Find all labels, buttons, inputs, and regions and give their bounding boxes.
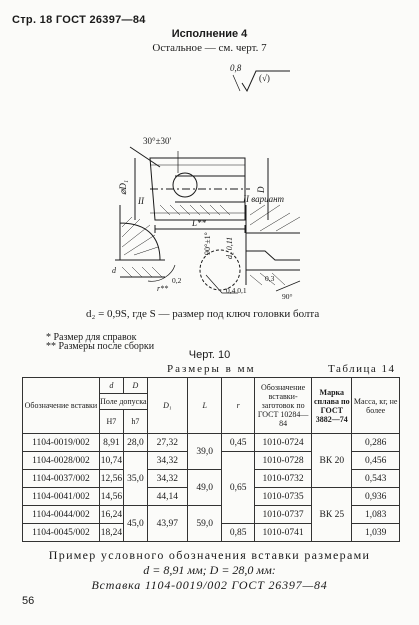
technical-drawing <box>0 55 419 305</box>
dim-D1-label: ⌀D₁ <box>118 179 128 195</box>
section-subtitle: Остальное — см. черт. 7 <box>152 42 267 54</box>
cell-blank: 1010-0724 <box>254 434 311 452</box>
dim-L-label: L** <box>192 218 207 228</box>
label-d2: d₂ 0,11 <box>225 236 234 259</box>
note-1: * Размер для справок <box>46 332 137 343</box>
col-tolerance-field: Поле допуска <box>99 394 147 410</box>
cell-alloy: ВК 25 <box>312 488 352 542</box>
cell-designation: 1104-0037/002 <box>23 470 100 488</box>
cell-D1: 43,97 <box>147 506 187 542</box>
example-dimensions: d = 8,91 мм; D = 28,0 мм: <box>143 563 276 577</box>
col-alloy: Марка сплава по ГОСТ 3882—74 <box>312 378 352 434</box>
cell-mass: 1,039 <box>352 524 400 542</box>
formula: d₂ = 0,9S, где S — размер под ключ головки болта <box>86 308 320 320</box>
col-D1: D₁ <box>147 378 187 434</box>
col-D: D <box>124 378 148 394</box>
cell-r: 0,85 <box>222 524 254 542</box>
label-d: d <box>112 266 116 275</box>
cell-L: 49,0 <box>187 470 222 506</box>
col-r: r <box>222 378 254 434</box>
example-title: Пример условного обозначения вставки размерами <box>48 548 371 562</box>
cell-d: 10,74 <box>99 452 123 470</box>
tol-04-label: 0,4 0,1 <box>226 286 247 295</box>
cell-D: 35,0 <box>124 452 148 506</box>
roughness-extra: (√) <box>259 73 270 83</box>
cell-designation: 1104-0044/002 <box>23 506 100 524</box>
cell-blank: 1010-0737 <box>254 506 311 524</box>
view2-variant-profile <box>246 205 300 285</box>
detail-circle <box>173 173 197 197</box>
example-designation: Вставка 1104-0019/002 ГОСТ 26397—84 <box>91 578 328 592</box>
cell-blank: 1010-0741 <box>254 524 311 542</box>
table-row <box>23 434 400 452</box>
page-header: Стр. 18 ГОСТ 26397—84 <box>12 14 146 26</box>
cell-r: 0,65 <box>222 452 254 524</box>
cell-blank: 1010-0735 <box>254 488 311 506</box>
view2-label: II <box>138 196 144 206</box>
cell-D: 45,0 <box>124 506 148 542</box>
cell-d: 14,56 <box>99 488 123 506</box>
cell-alloy: ВК 20 <box>312 434 352 488</box>
col-tol-d: H7 <box>99 410 123 434</box>
cell-D1: 27,32 <box>147 434 187 452</box>
note-2: ** Размеры после сборки <box>46 341 155 352</box>
cell-L: 59,0 <box>187 506 222 542</box>
section-title: Исполнение 4 <box>171 28 248 40</box>
page-number: 56 <box>22 595 35 607</box>
dim-D-label: D <box>256 186 266 193</box>
angle-label: 30°±30' <box>143 136 172 146</box>
figure-caption: Черт. 10 <box>188 349 231 361</box>
sizes-label: Размеры в мм <box>167 363 256 375</box>
cell-D1: 44,14 <box>147 488 187 506</box>
cell-designation: 1104-0028/002 <box>23 452 100 470</box>
cell-blank: 1010-0732 <box>254 470 311 488</box>
col-tol-D: h7 <box>124 410 148 434</box>
cell-d: 18,24 <box>99 524 123 542</box>
table-body <box>23 434 400 542</box>
cell-d: 16,24 <box>99 506 123 524</box>
cell-D: 28,0 <box>124 434 148 452</box>
angle90-label: 90°±1° <box>203 232 212 255</box>
cell-D1: 34,32 <box>147 470 187 488</box>
col-L: L <box>187 378 222 434</box>
cell-mass: 0,286 <box>352 434 400 452</box>
cell-designation: 1104-0045/002 <box>23 524 100 542</box>
cell-mass: 0,936 <box>352 488 400 506</box>
cell-mass: 0,456 <box>352 452 400 470</box>
data-table <box>22 377 400 542</box>
cell-designation: 1104-0041/002 <box>23 488 100 506</box>
angle90b-label: 90° <box>282 292 293 301</box>
col-blank: Обозначение вставки-заготовок по ГОСТ 10284—84 <box>254 378 311 434</box>
roughness-value: 0,8 <box>230 63 242 73</box>
r-label: r** <box>157 284 169 293</box>
cell-d: 8,91 <box>99 434 123 452</box>
tol-02-label: 0,2 <box>172 276 182 285</box>
cell-designation: 1104-0019/002 <box>23 434 100 452</box>
cell-mass: 1,083 <box>352 506 400 524</box>
cell-D1: 34,32 <box>147 452 187 470</box>
cell-blank: 1010-0728 <box>254 452 311 470</box>
col-d: d <box>99 378 123 394</box>
cell-r: 0,45 <box>222 434 254 452</box>
tol-03-label: 0,3 <box>265 274 275 283</box>
col-mass: Масса, кг, не более <box>352 378 400 434</box>
cell-d: 12,56 <box>99 470 123 488</box>
view2-variant-label: II вариант <box>243 194 285 204</box>
table-label: Таблица 14 <box>328 363 396 375</box>
cell-L: 39,0 <box>187 434 222 470</box>
col-designation: Обозначение вставки <box>23 378 100 434</box>
cell-mass: 0,543 <box>352 470 400 488</box>
